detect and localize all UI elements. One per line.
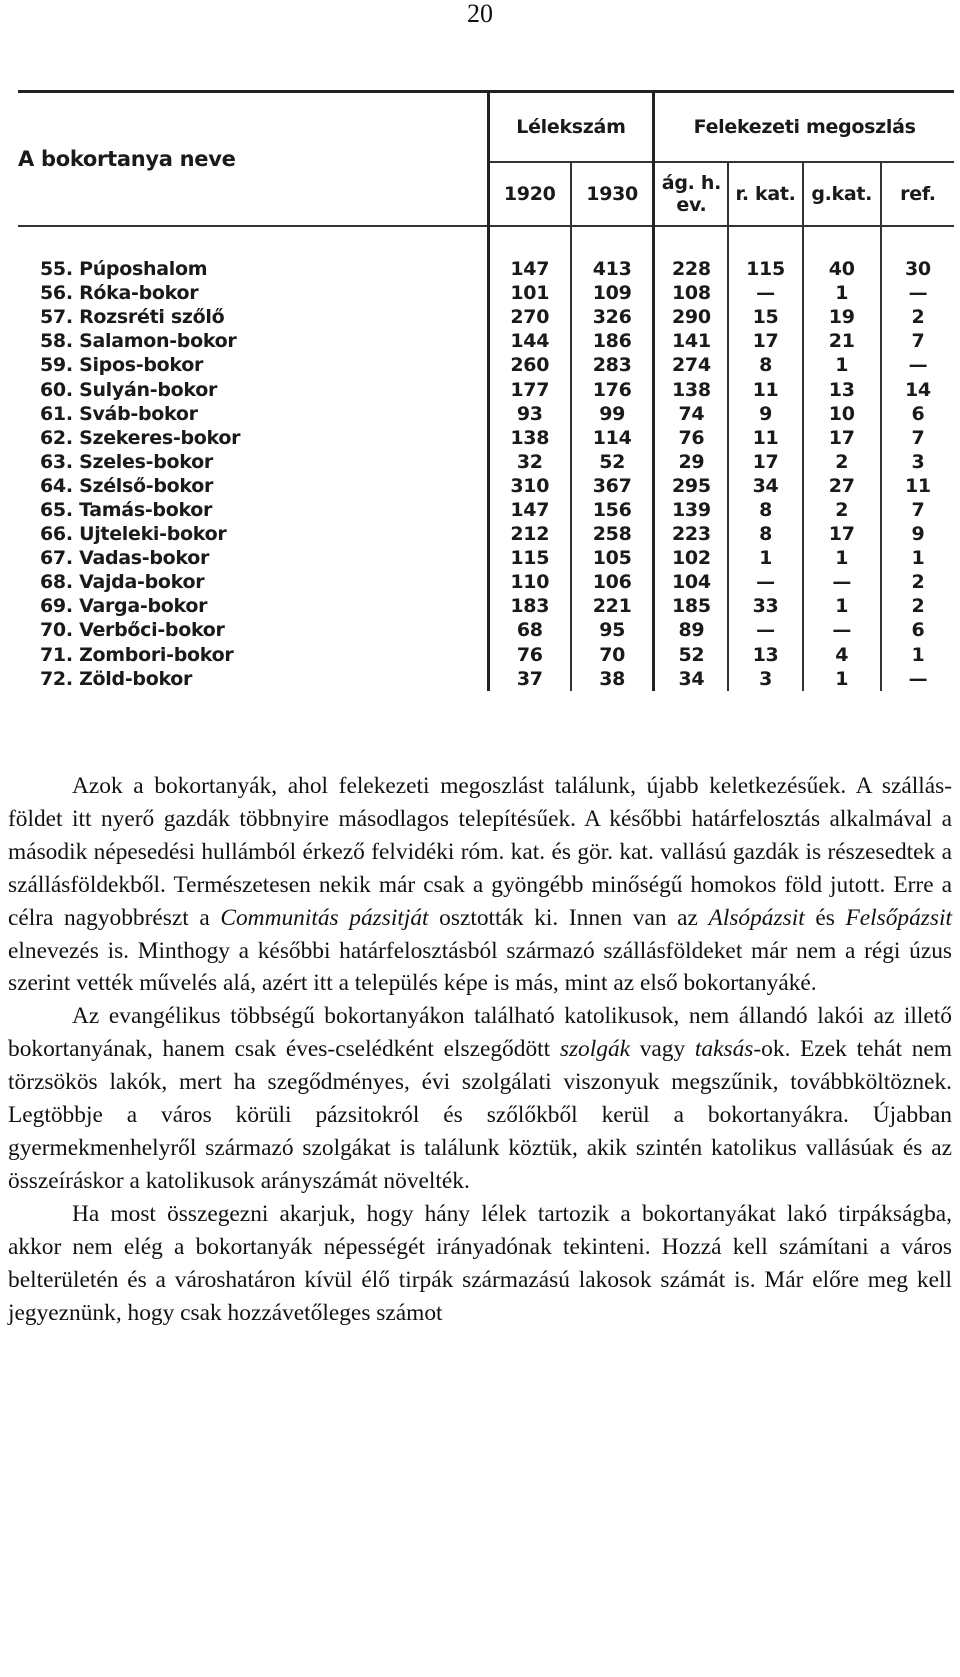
row-value-cell: 258 [571, 522, 654, 546]
column-header-ag-h-ev: ág. h. ev. [654, 162, 729, 226]
row-name-cell: 61. Sváb-bokor [18, 402, 488, 426]
row-value-cell: 76 [488, 643, 571, 667]
table-row [18, 329, 954, 353]
italic-term: Communitás pázsitját [220, 904, 429, 931]
row-value-cell: 8 [728, 353, 802, 377]
table-row [18, 450, 954, 474]
column-header-ref: ref. [881, 162, 954, 226]
text-run: elnevezés is. Minthogy a későbbi határfelosztásból származó szállásföldeket már nem a régi úzus szerint vették művelés alá, azért itt a település képe is más, mint az első bokortanyáké. [8, 937, 952, 997]
column-group-population: Lélekszám [488, 92, 654, 163]
row-value-cell: 17 [803, 426, 881, 450]
row-value-cell: 6 [911, 402, 925, 425]
row-value-cell: — [803, 618, 881, 642]
row-value-cell: 147 [488, 257, 571, 281]
column-header-1920: 1920 [488, 162, 571, 226]
row-value-cell: 70 [571, 643, 654, 667]
row-value-cell: 274 [654, 353, 729, 377]
text-run: -ok. Ezek tehát nem törzsökös lakók, mert ha szegődményes, évi szolgálati viszonyuk megszűnik, továbbköltöznek. Legtöbbje a város körüli pázsitokról és szőlőkből kerül a bokortanyákra. Újabban gyermekmenhelyről származó szolgákat is találunk köztük, akik szintén katolikus vallásúak és az összeíráskor a katolikusok arányszámát növelték. [8, 1036, 952, 1194]
row-value-cell: 2 [803, 450, 881, 474]
row-value-cell: 33 [728, 594, 802, 618]
row-value-cell: 15 [728, 305, 802, 329]
row-name-cell: 72. Zöld-bokor [18, 667, 488, 691]
table-row [18, 667, 954, 691]
row-value-cell: 105 [571, 546, 654, 570]
row-value-cell: 17 [803, 522, 881, 546]
row-value-cell: 1 [803, 667, 881, 691]
text-run: Az evangélikus többségű bokortanyákon található katolikusok, nem állandó lakói az illető bokortanyának, hanem csak éves-cselédként elszegődött [8, 1003, 952, 1063]
row-value-cell: 1 [803, 594, 881, 618]
text-run: Azok a bokortanyák, ahol felekezeti megoszlást találunk, újabb keletkezésűek. A szállás-földet itt nyerő gazdák többnyire másodlagos telepítésűek. A későbbi határfelosztás alkalmával a második népesedési hullámból érkező felvidéki róm. kat. és gör. kat. vallású gazdák is részesedtek a szállásföldekből. Természetesen nekik már csak a gyöngébb minőségű homokos föld jutott. Erre a célra nagyobbrészt a [8, 773, 952, 931]
row-value-cell: 156 [571, 498, 654, 522]
row-value-cell: 2 [911, 306, 925, 329]
row-value-cell: 37 [488, 667, 571, 691]
row-name-cell: 58. Salamon-bokor [18, 329, 488, 353]
row-value-cell: 76 [654, 426, 729, 450]
row-value-cell: 34 [728, 474, 802, 498]
statistics-table-image [18, 90, 954, 706]
row-value-cell: 13 [803, 377, 881, 401]
row-value-cell: 7 [911, 498, 925, 521]
row-value-cell: 177 [488, 377, 571, 401]
row-value-cell: 104 [654, 570, 729, 594]
row-value-cell: — [728, 281, 802, 305]
row-value-cell: 52 [571, 450, 654, 474]
row-value-cell: — [803, 570, 881, 594]
row-value-cell: 10 [803, 402, 881, 426]
row-value-cell: 1 [803, 353, 881, 377]
table-row [18, 522, 954, 546]
row-value-cell: 21 [803, 329, 881, 353]
row-name-cell: 66. Ujteleki-bokor [18, 522, 488, 546]
table-row [18, 643, 954, 667]
row-value-cell: — [908, 667, 928, 690]
row-value-cell: 114 [571, 426, 654, 450]
row-value-cell: — [728, 570, 802, 594]
column-header-r-kat: r. kat. [728, 162, 802, 226]
row-name-cell: 57. Rozsréti szőlő [18, 305, 488, 329]
row-value-cell: 11 [905, 474, 931, 497]
row-value-cell: 17 [728, 450, 802, 474]
row-value-cell: 93 [488, 402, 571, 426]
row-value-cell: 147 [488, 498, 571, 522]
row-value-cell: 283 [571, 353, 654, 377]
italic-term: taksás [694, 1036, 754, 1063]
row-value-cell: 1 [911, 547, 925, 570]
table-row [18, 281, 954, 305]
row-value-cell: 270 [488, 305, 571, 329]
row-value-cell: 1 [803, 281, 881, 305]
table-row [18, 402, 954, 426]
row-value-cell: 74 [654, 402, 729, 426]
table-body [18, 226, 954, 691]
column-header-name: A bokortanya neve [18, 92, 488, 227]
paragraph-1 [8, 770, 952, 1000]
row-value-cell: 109 [571, 281, 654, 305]
table-row [18, 594, 954, 618]
row-value-cell: 9 [728, 402, 802, 426]
row-value-cell: 139 [654, 498, 729, 522]
row-value-cell: 17 [728, 329, 802, 353]
row-name-cell: 62. Szekeres-bokor [18, 426, 488, 450]
page-number: 20 [467, 0, 493, 28]
row-value-cell: 108 [654, 281, 729, 305]
row-value-cell: 186 [571, 329, 654, 353]
column-header-g-kat: g.kat. [803, 162, 881, 226]
row-value-cell: 310 [488, 474, 571, 498]
table-row [18, 546, 954, 570]
row-value-cell: 6 [911, 619, 925, 642]
row-value-cell: 228 [654, 257, 729, 281]
row-value-cell: 52 [654, 643, 729, 667]
row-name-cell: 56. Róka-bokor [18, 281, 488, 305]
row-value-cell: — [728, 618, 802, 642]
table-row [18, 305, 954, 329]
row-value-cell: 4 [803, 643, 881, 667]
row-value-cell: 144 [488, 329, 571, 353]
row-value-cell: 29 [654, 450, 729, 474]
row-value-cell: 1 [728, 546, 802, 570]
row-value-cell: 101 [488, 281, 571, 305]
paragraph-3: Ha most összegezni akarjuk, hogy hány lélek tartozik a bokortanyákat lakó tirpákságba, akkor nem elég a bokortanyák népességét irányadónak tekinteni. Hozzá kell számítani a város belterületén és a városhatáron kívül élő tirpák származású lakosok számát is. Már előre meg kell jegyeznünk, hogy csak hozzávetőleges számot [8, 1200, 952, 1326]
population-table [18, 90, 954, 691]
row-value-cell: 11 [728, 426, 802, 450]
row-value-cell: 32 [488, 450, 571, 474]
italic-term: szolgák [559, 1036, 631, 1063]
paragraph-2 [8, 1000, 952, 1197]
row-value-cell: 95 [571, 618, 654, 642]
row-value-cell: 185 [654, 594, 729, 618]
text-run: osztották ki. Innen van az [428, 904, 709, 931]
row-value-cell: 40 [803, 257, 881, 281]
row-value-cell: 367 [571, 474, 654, 498]
row-name-cell: 63. Szeles-bokor [18, 450, 488, 474]
text-run: és [804, 904, 846, 931]
row-value-cell: 221 [571, 594, 654, 618]
italic-term: Alsópázsit [708, 904, 805, 931]
row-name-cell: 67. Vadas-bokor [18, 546, 488, 570]
row-value-cell: 115 [488, 546, 571, 570]
row-name-cell: 60. Sulyán-bokor [18, 377, 488, 401]
row-value-cell: 176 [571, 377, 654, 401]
row-name-cell: 64. Szélső-bokor [18, 474, 488, 498]
row-name-cell: 68. Vajda-bokor [18, 570, 488, 594]
row-value-cell: 14 [905, 378, 931, 401]
row-value-cell: 102 [654, 546, 729, 570]
body-text [8, 770, 952, 1329]
table-row [18, 498, 954, 522]
row-value-cell: 260 [488, 353, 571, 377]
row-value-cell: 295 [654, 474, 729, 498]
row-value-cell: 138 [488, 426, 571, 450]
row-value-cell: 110 [488, 570, 571, 594]
row-value-cell: — [908, 354, 928, 377]
row-value-cell: 1 [911, 643, 925, 666]
row-value-cell: 413 [571, 257, 654, 281]
row-value-cell: 223 [654, 522, 729, 546]
row-value-cell: — [908, 282, 928, 305]
row-name-cell: 65. Tamás-bokor [18, 498, 488, 522]
table-row [18, 474, 954, 498]
row-value-cell: 89 [654, 618, 729, 642]
row-value-cell: 290 [654, 305, 729, 329]
row-name-cell: 70. Verbőci-bokor [18, 618, 488, 642]
row-value-cell: 7 [911, 426, 925, 449]
row-name-cell: 55. Púposhalom [18, 257, 488, 281]
row-value-cell: 141 [654, 329, 729, 353]
table-row [18, 618, 954, 642]
table-row [18, 353, 954, 377]
row-value-cell: 99 [571, 402, 654, 426]
row-value-cell: 7 [911, 330, 925, 353]
table-row [18, 377, 954, 401]
table-row [18, 257, 954, 281]
row-value-cell: 106 [571, 570, 654, 594]
row-value-cell: 3 [911, 450, 925, 473]
row-value-cell: 38 [571, 667, 654, 691]
row-value-cell: 34 [654, 667, 729, 691]
table-row [18, 570, 954, 594]
row-name-cell: 71. Zombori-bokor [18, 643, 488, 667]
row-value-cell: 3 [728, 667, 802, 691]
row-value-cell: 1 [803, 546, 881, 570]
text-run: vagy [630, 1036, 695, 1063]
column-group-denomination: Felekezeti megoszlás [654, 92, 954, 163]
row-value-cell: 2 [911, 595, 925, 618]
row-value-cell: 68 [488, 618, 571, 642]
italic-term: Felsőpázsit [845, 904, 952, 931]
row-value-cell: 2 [803, 498, 881, 522]
row-value-cell: 326 [571, 305, 654, 329]
row-value-cell: 115 [728, 257, 802, 281]
column-header-1930: 1930 [571, 162, 654, 226]
row-value-cell: 212 [488, 522, 571, 546]
row-value-cell: 138 [654, 377, 729, 401]
row-value-cell: 8 [728, 498, 802, 522]
row-value-cell: 11 [728, 377, 802, 401]
table-row [18, 426, 954, 450]
row-value-cell: 19 [803, 305, 881, 329]
row-value-cell: 2 [911, 571, 925, 594]
row-name-cell: 59. Sipos-bokor [18, 353, 488, 377]
row-value-cell: 13 [728, 643, 802, 667]
row-value-cell: 8 [728, 522, 802, 546]
row-value-cell: 9 [911, 523, 925, 546]
row-value-cell: 27 [803, 474, 881, 498]
row-name-cell: 69. Varga-bokor [18, 594, 488, 618]
row-value-cell: 30 [905, 258, 931, 281]
row-value-cell: 183 [488, 594, 571, 618]
